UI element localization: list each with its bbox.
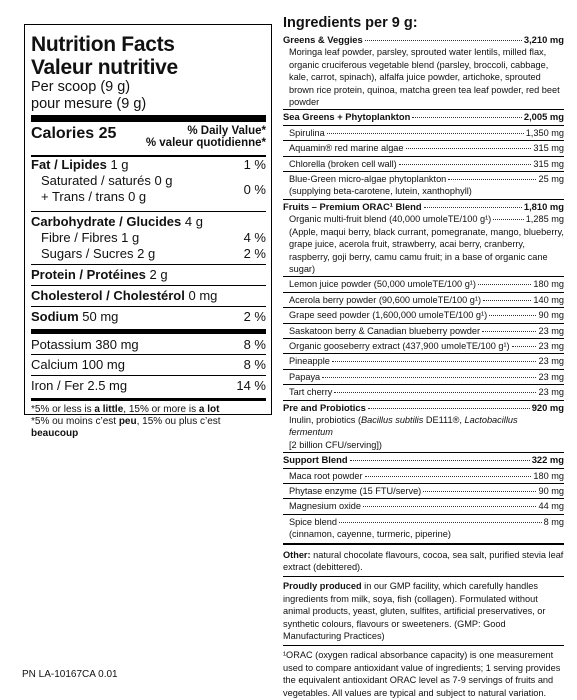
sodium-row [31, 307, 266, 327]
protein-label: Protein / Protéines [31, 267, 146, 282]
divider [283, 514, 564, 515]
protein-amount: 2 g [145, 267, 168, 282]
divider [283, 140, 564, 141]
divider [283, 468, 564, 469]
fibre-label: Fibre / Fibres 1 g [41, 230, 140, 245]
chlorella-row: Chlorella (broken cell wall) 315 mg [289, 158, 564, 169]
sodium-pct: 2 % [243, 309, 266, 324]
spirulina-row: Spirulina 1,350 mg [289, 127, 564, 138]
spice-desc: (cinnamon, cayenne, turmeric, piperine) [289, 529, 451, 540]
papaya-row: Papaya 23 mg [289, 371, 564, 382]
carb-amount: 4 g [181, 214, 203, 229]
divider [283, 384, 564, 385]
proudly-produced: Proudly produced in our GMP facility, which carefully handles ingredients from milk, soya, fish (collagen). Formulated without animal products, yeast, gluten, sulfites, artificial preservatives, or synthetic colours, flavours or sweeteners. (GMP: Good Manufacturing Practices) [283, 581, 546, 642]
divider [283, 307, 564, 308]
divider [283, 576, 564, 577]
other-ingredients: Other: natural chocolate flavours, cocoa, sea salt, purified stevia leaf extract (debittered). [283, 549, 564, 573]
sugars-pct: 2 % [243, 246, 266, 261]
sugars-row [31, 246, 266, 262]
lemon-row: Lemon juice powder (50,000 umoleTE/100 g¹) 180 mg [289, 279, 564, 290]
pineapple-row: Pineapple 23 mg [289, 356, 564, 367]
carb-block [31, 212, 266, 264]
grape-row: Grape seed powder (1,600,000 umoleTE/100 g¹) 90 mg [289, 310, 564, 321]
ingredients-heading: Ingredients per 9 g: [283, 15, 418, 31]
aquamin-row: Aquamin® red marine algae 315 mg [289, 143, 564, 154]
fibre-pct: 4 % [243, 230, 266, 245]
iron-row [31, 376, 266, 396]
sodium-label: Sodium [31, 309, 79, 324]
divider [283, 353, 564, 354]
footnote-fr: *5% ou moins c’est peu, 15% ou plus c’est beaucoup [31, 416, 221, 439]
bluegreen-desc: (supplying beta-carotene, lutein, xanthophyll) [289, 186, 472, 197]
carb-row [31, 214, 266, 230]
divider [283, 452, 564, 453]
divider [283, 292, 564, 293]
cholesterol-amount: 0 mg [184, 288, 218, 303]
divider [283, 645, 564, 646]
greens-section: Greens & Veggies 3,210 mg [283, 34, 564, 45]
fat-label: Fat / Lipides [31, 157, 107, 172]
phytase-row: Phytase enzyme (15 FTU/serve) 90 mg [289, 486, 564, 496]
greens-desc: Moringa leaf powder, parsley, sprouted water lentils, milled flax, organic cruciferous vegetable blend (parsley, broccoli, cabbage, kale, carrot, spinach), alfalfa juice powder, artichoke, sprouted brown rice protein, quinoa, matcha green tea leaf powder, red beet powder [289, 47, 560, 108]
divider [283, 338, 564, 339]
gooseberry-row: Organic gooseberry extract (437,900 umoleTE/100 g¹) 23 mg [289, 340, 564, 351]
sat-trans-pct: 0 % [243, 182, 266, 197]
calcium-row [31, 355, 266, 375]
calories-label: Calories 25 [31, 125, 117, 142]
cholesterol-row [31, 286, 266, 306]
divider [283, 171, 564, 172]
support-section: Support Blend 322 mg [283, 454, 564, 466]
sea-greens-section: Sea Greens + Phytoplankton 2,005 mg [283, 111, 564, 123]
daily-value-header [146, 125, 266, 149]
multifruit-desc: (Apple, maqui berry, black currant, pomegranate, mango, blueberry, grape juice, acerola fruit, strawberry, acai berry, cranberry, raspberry, goji berry, camu camu fruit; in a base of organic cane sugar) [289, 226, 564, 274]
serving-size-en: Per scoop (9 g) [31, 79, 131, 95]
part-number: PN LA-10167CA 0.01 [22, 669, 118, 680]
trans-row: + Trans / trans 0 g [41, 189, 147, 204]
ingredients-panel [283, 14, 564, 700]
potassium-row [31, 334, 266, 354]
divider [283, 276, 564, 277]
calories-row [31, 122, 266, 155]
divider [283, 125, 564, 126]
sodium-amount: 50 mg [78, 309, 119, 324]
saturated-row: Saturated / saturés 0 g [41, 173, 173, 188]
fat-amount: 1 g [106, 157, 129, 172]
magnesium-row: Magnesium oxide 44 mg [289, 501, 564, 512]
divider [283, 369, 564, 370]
footnote [31, 401, 266, 440]
divider [283, 498, 564, 499]
acerola-row: Acerola berry powder (90,600 umoleTE/100 g¹) 140 mg [289, 294, 564, 305]
orac-note: ¹ORAC (oxygen radical absorbance capacity) is one measurement used to compare antioxidant value of ingredients; 1 serving provides the equivalent antioxidant ORAC level as 7-9 servings of fruits and vegetables. All values are typical and subject to natural variation. [283, 650, 561, 698]
divider [283, 400, 564, 401]
divider [283, 156, 564, 157]
spice-row: Spice blend 8 mg [289, 516, 564, 527]
fruits-section: Fruits – Premium ORAC¹ Blend 1,810 mg [283, 200, 564, 212]
nutrition-facts-panel [24, 24, 272, 439]
fat-block [31, 157, 266, 211]
bluegreen-row: Blue-Green micro-algae phytoplankton 25 mg [289, 174, 564, 185]
calcium-label: Calcium 100 mg [31, 357, 125, 372]
divider [31, 115, 266, 122]
daily-value-en: % Daily Value* [187, 125, 266, 137]
divider [283, 109, 564, 110]
probiotics-desc: Inulin, probiotics (Bacillus subtilis DE111®, Lactobacillus fermentum [2 billion CFU/serving]) [289, 414, 518, 450]
calcium-pct: 8 % [243, 357, 266, 372]
fibre-row [31, 230, 266, 246]
fat-row [31, 157, 266, 173]
tart-cherry-row: Tart cherry 23 mg [289, 387, 564, 398]
daily-value-fr: % valeur quotidienne* [145, 137, 266, 149]
nutrition-title-fr: Valeur nutritive [31, 56, 178, 79]
carb-label: Carbohydrate / Glucides [31, 214, 182, 229]
multifruit-row: Organic multi-fruit blend (40,000 umoleTE/100 g¹) 1,285 mg [289, 214, 564, 225]
iron-pct: 14 % [236, 378, 266, 393]
cholesterol-label: Cholesterol / Cholestérol [31, 288, 185, 303]
nutrition-title-en: Nutrition Facts [31, 33, 175, 56]
fat-pct: 1 % [243, 157, 266, 172]
potassium-label: Potassium 380 mg [31, 337, 139, 352]
divider [283, 543, 564, 545]
serving-size-fr: pour mesure (9 g) [31, 96, 147, 112]
divider [283, 483, 564, 484]
divider [283, 323, 564, 324]
sugars-label: Sugars / Sucres 2 g [41, 246, 156, 261]
protein-row [31, 265, 266, 285]
potassium-pct: 8 % [243, 337, 266, 352]
footnote-en: *5% or less is a little, 15% or more is a lot [31, 404, 220, 415]
maca-row: Maca root powder 180 mg [289, 470, 564, 481]
divider [283, 199, 564, 200]
probiotics-section: Pre and Probiotics 920 mg [283, 401, 564, 413]
saskatoon-row: Saskatoon berry & Canadian blueberry powder 23 mg [289, 325, 564, 336]
iron-label: Iron / Fer 2.5 mg [31, 378, 128, 393]
